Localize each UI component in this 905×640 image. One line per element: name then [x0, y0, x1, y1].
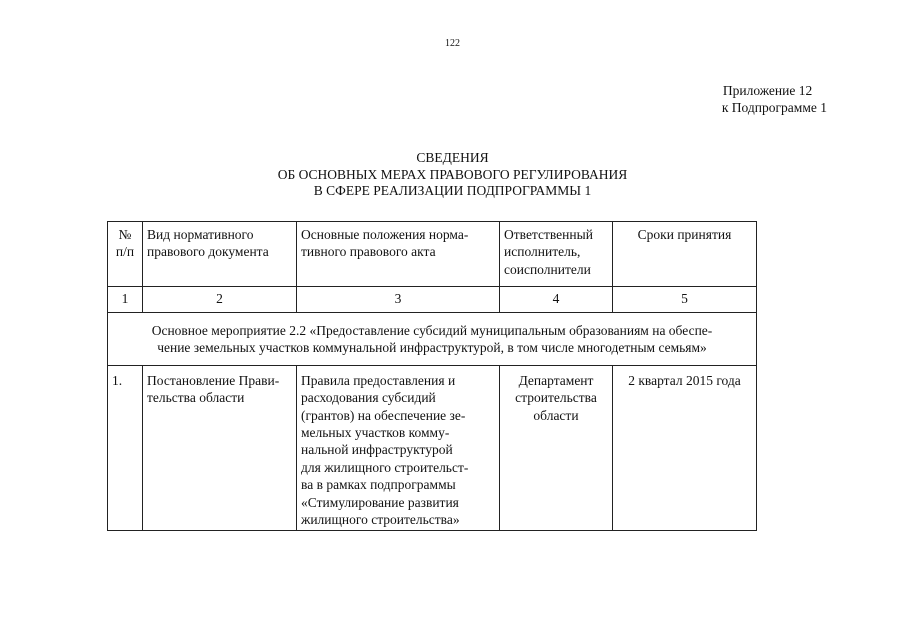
appendix-note — [723, 82, 827, 116]
column-number: 2 — [143, 287, 297, 313]
doc-type-text: тельства области — [147, 390, 245, 406]
header-cell-number — [108, 222, 143, 287]
header-text: п/п — [115, 244, 135, 260]
provisions-text: (грантов) на обеспечение зе- — [301, 407, 466, 423]
row-executor — [500, 365, 613, 531]
column-number-row — [108, 287, 757, 313]
provisions-text: ва в рамках подпрограммы — [301, 477, 456, 493]
main-measure-cell — [108, 313, 757, 366]
header-text: соисполнители — [504, 261, 591, 277]
header-cell-executor — [500, 222, 613, 287]
provisions-text: Правила предоставления и — [301, 372, 456, 388]
provisions-text: жилищного строительства» — [301, 512, 460, 528]
main-measure-row — [108, 313, 757, 366]
column-number: 1 — [108, 287, 143, 313]
header-text: № — [118, 227, 132, 242]
row-provisions — [297, 365, 500, 531]
doc-type-text: Постановление Прави- — [147, 372, 280, 388]
appendix-line: к Подпрограмме 1 — [721, 100, 827, 115]
header-text: Сроки принятия — [637, 227, 732, 242]
header-text: Вид нормативного — [147, 227, 254, 242]
title-line: В СФЕРЕ РЕАЛИЗАЦИИ ПОДПРОГРАММЫ 1 — [313, 183, 592, 198]
page-number: 122 — [445, 38, 460, 49]
provisions-text: «Стимулирование развития — [301, 494, 459, 510]
row-doc-type — [143, 365, 297, 531]
executor-text: строительства — [515, 390, 597, 406]
provisions-text: нальной инфраструктурой — [301, 442, 453, 458]
main-measure-text: Основное мероприятие 2.2 «Предоставление субсидий муниципальным образованиям на обеспе- — [151, 323, 713, 338]
provisions-text: расходования субсидий — [301, 390, 436, 406]
header-text: тивного правового акта — [301, 244, 436, 260]
header-cell-doc-type — [143, 222, 297, 287]
header-text: исполнитель, — [504, 244, 581, 260]
row-deadline: 2 квартал 2015 года — [613, 365, 757, 531]
legal-measures-table — [107, 221, 757, 531]
title-line: ОБ ОСНОВНЫХ МЕРАХ ПРАВОВОГО РЕГУЛИРОВАНИЯ — [277, 166, 628, 182]
main-measure-text: чение земельных участков коммунальной инфраструктурой, в том числе многодетным семьям» — [157, 340, 707, 356]
provisions-text: для жилищного строительст- — [301, 459, 469, 475]
header-cell-provisions — [297, 222, 500, 287]
provisions-text: мельных участков комму- — [301, 425, 450, 441]
table-row — [108, 365, 757, 531]
header-text: правового документа — [147, 244, 269, 260]
row-number: 1. — [108, 365, 143, 531]
executor-text: области — [533, 407, 579, 423]
executor-text: Департамент — [518, 372, 594, 388]
document-title — [0, 150, 905, 200]
column-number: 4 — [500, 287, 613, 313]
column-number: 5 — [613, 287, 757, 313]
column-number: 3 — [297, 287, 500, 313]
title-line: СВЕДЕНИЯ — [416, 150, 489, 165]
appendix-line: Приложение 12 — [722, 83, 813, 98]
table-header-row — [108, 222, 757, 287]
header-text: Основные положения норма- — [301, 227, 469, 242]
header-text: Ответственный — [504, 227, 593, 242]
header-cell-deadline — [613, 222, 757, 287]
